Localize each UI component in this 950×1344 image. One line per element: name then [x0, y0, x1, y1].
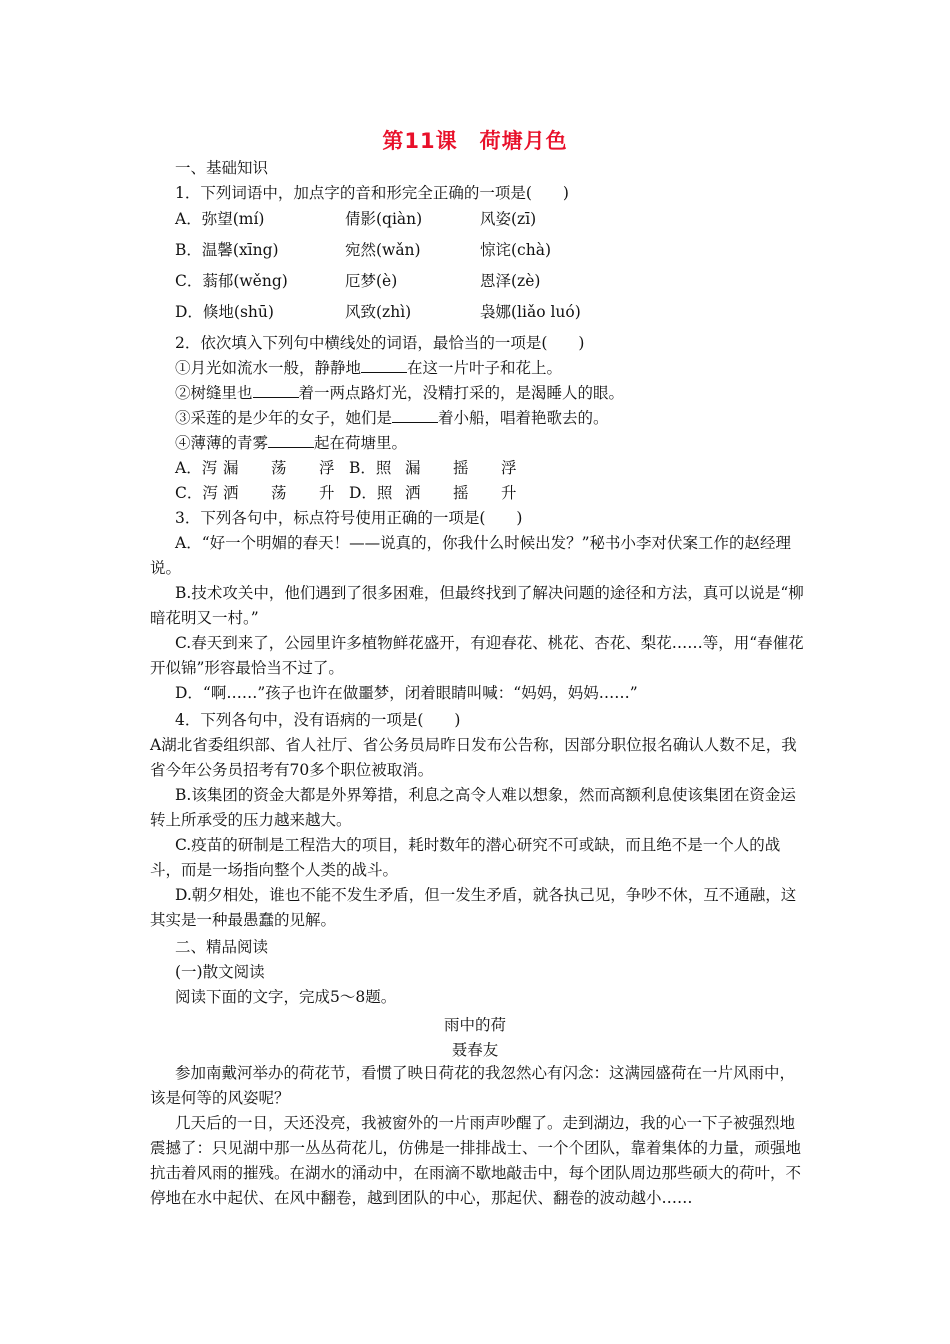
essay-paragraph: 参加南戴河举办的荷花节，看惯了映日荷花的我忽然心有闪念：这满园盛荷在一片风雨中，该是何等的风姿呢？ — [150, 1064, 796, 1107]
q2-sentence-4: ④薄薄的青雾 起在荷塘里。 — [175, 434, 408, 452]
q2-sentence-3: ③采莲的是少年的女子，她们是 着小船，唱着艳歌去的。 — [175, 409, 609, 427]
q3-option-c: C.春天到来了，公园里许多植物鲜花盛开，有迎春花、桃花、杏花、梨花……等，用“春催花开似锦”形容最恰当不过了。 — [150, 634, 804, 677]
q3-options — [150, 531, 810, 706]
q4-option-a: A湖北省委组织部、省人社厅、省公务员局昨日发布公告称，因部分职位报名确认人数不足，我省今年公务员招考有70多个职位被取消。 — [150, 736, 797, 779]
q1-option-a: A．弥望(mí) 倩影(qiàn) 风姿(zī) — [175, 210, 537, 228]
q3-option-a: A．“好一个明媚的春天！——说真的，你我什么时候出发？”秘书小李对伏案工作的赵经理说。 — [150, 534, 792, 577]
q1-option-b: B．温馨(xīng) 宛然(wǎn) 惊诧(chà) — [175, 241, 551, 259]
reading-instruction: 阅读下面的文字，完成5～8题。 — [175, 988, 397, 1006]
subsection-heading: (一)散文阅读 — [175, 963, 265, 981]
q4-option-b: B.该集团的资金大都是外界筹措，利息之高令人难以想象，然而高额利息使该集团在资金运转上所承受的压力越来越大。 — [150, 786, 796, 829]
q4-options — [150, 733, 810, 933]
q2-options-ab: A．泻 漏 荡 浮 B．照 漏 摇 浮 — [175, 459, 517, 477]
essay-paragraph: 几天后的一日，天还没亮，我被窗外的一片雨声吵醒了。走到湖边，我的心一下子被强烈地震撼了：只见湖中那一丛丛荷花儿，仿佛是一排排战士、一个个团队，靠着集体的力量，顽强地抗击着风雨的摧残。在湖水的涌动中，在雨滴不歇地敲击中，每个团队周边那些硕大的荷叶，不停地在水中起伏、在风中翻卷，越到团队的中心，那起伏、翻卷的波动越小…… — [150, 1114, 802, 1207]
q2-sentence-2: ②树缝里也 着一两点路灯光，没精打采的，是渴睡人的眼。 — [175, 384, 625, 402]
q1-option-c: C．蓊郁(wěng) 厄梦(è) 恩泽(zè) — [175, 272, 541, 290]
q3-option-b: B.技术攻关中，他们遇到了很多困难，但最终找到了解决问题的途径和方法，真可以说是“柳暗花明又一村。” — [150, 584, 804, 627]
question-1-stem: 1．下列词语中，加点字的音和形完全正确的一项是( ) — [175, 184, 569, 202]
q4-option-d: D.朝夕相处，谁也不能不发生矛盾，但一发生矛盾，就各执己见，争吵不休，互不通融，这其实是一种最愚蠢的见解。 — [150, 886, 797, 929]
question-3-stem: 3．下列各句中，标点符号使用正确的一项是( ) — [175, 509, 523, 527]
q1-option-d: D．倏地(shū) 风致(zhì) 袅娜(liǎo luó) — [175, 303, 581, 321]
essay-body — [150, 1061, 810, 1211]
essay-title: 雨中的荷 — [443, 1016, 506, 1034]
q4-option-c: C.疫苗的研制是工程浩大的项目，耗时数年的潜心研究不可或缺，而且绝不是一个人的战斗，而是一场指向整个人类的战斗。 — [150, 836, 781, 879]
q3-option-d: D．“啊……”孩子也许在做噩梦，闭着眼睛叫喊：“妈妈，妈妈……” — [175, 684, 638, 702]
section-heading: 一、基础知识 — [175, 159, 269, 177]
section-heading-2: 二、精品阅读 — [175, 938, 269, 956]
question-4-stem: 4．下列各句中，没有语病的一项是( ) — [175, 711, 461, 729]
q2-options-cd: C．泻 洒 荡 升 D．照 洒 摇 升 — [175, 484, 517, 502]
q2-sentence-1: ①月光如流水一般，静静地 在这一片叶子和花上。 — [175, 359, 563, 377]
lesson-title: 第11课 荷塘月色 — [382, 129, 568, 153]
question-2-stem: 2．依次填入下列句中横线处的词语，最恰当的一项是( ) — [175, 334, 585, 352]
essay-author: 聂春友 — [451, 1041, 499, 1059]
